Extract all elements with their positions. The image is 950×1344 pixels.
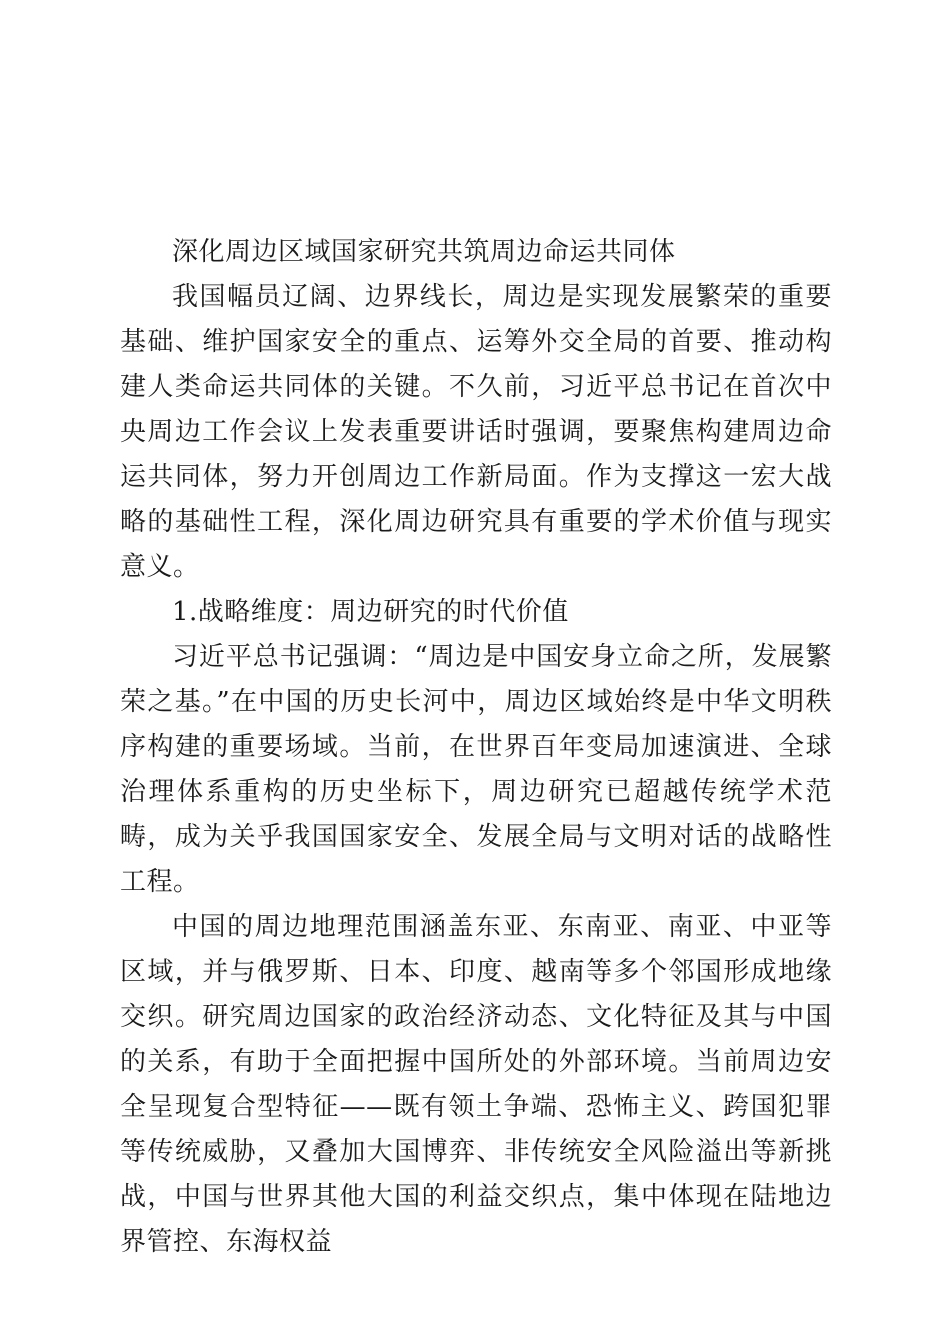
paragraph-strategy: 习近平总书记强调：“周边是中国安身立命之所，发展繁荣之基。”在中国的历史长河中，周边区域始终是中华文明秩序构建的重要场域。当前，在世界百年变局加速演进、全球治理体系重构的历史坐标下，周边研究已超越传统学术范畴，成为关乎我国国家安全、发展全局与文明对话的战略性工程。 bbox=[120, 642, 832, 897]
paragraph-geography: 中国的周边地理范围涵盖东亚、东南亚、南亚、中亚等区域，并与俄罗斯、日本、印度、越南等多个邻国形成地缘交织。研究周边国家的政治经济动态、文化特征及其与中国的关系，有助于全面把握中国所处的外部环境。当前周边安全呈现复合型特征——既有领土争端、恐怖主义、跨国犯罪等传统威胁，又叠加大国博弈、非传统安全风险溢出等新挑战，中国与世界其他大国的利益交织点，集中体现在陆地边界管控、东海权益 bbox=[120, 912, 832, 1257]
section-heading: 1.战略维度：周边研究的时代价值 bbox=[172, 597, 569, 627]
paragraph-intro: 我国幅员辽阔、边界线长，周边是实现发展繁荣的重要基础、维护国家安全的重点、运筹外交全局的首要、推动构建人类命运共同体的关键。不久前，习近平总书记在首次中央周边工作会议上发表重要讲话时强调，要聚焦构建周边命运共同体，努力开创周边工作新局面。作为支撑这一宏大战略的基础性工程，深化周边研究具有重要的学术价值与现实意义。 bbox=[120, 282, 832, 582]
document-title: 深化周边区域国家研究共筑周边命运共同体 bbox=[172, 237, 676, 267]
document-body bbox=[120, 230, 832, 1265]
